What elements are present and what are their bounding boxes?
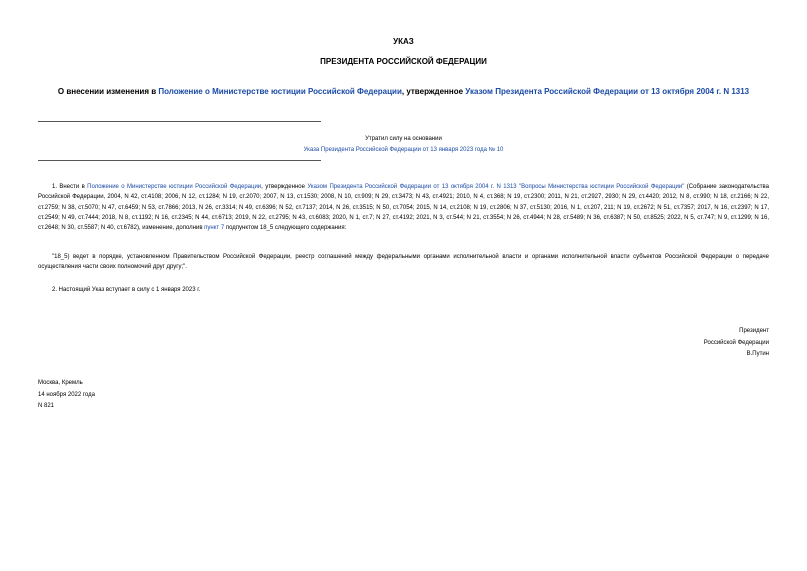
para1-link-item7[interactable]: пункт 7 xyxy=(204,225,225,232)
para1-prefix: 1. Внести в xyxy=(52,184,88,190)
title-prefix: О внесении изменения в xyxy=(57,87,159,96)
signature-country: Российской Федерации xyxy=(703,339,769,346)
para1-suffix: подпунктом 18_5 следующего содержания: xyxy=(224,225,347,232)
issuer-heading: ПРЕЗИДЕНТА РОССИЙСКОЙ ФЕДЕРАЦИИ xyxy=(320,57,487,66)
para1-text: (Собрание законодательства Российской Федерации, 2004, N 42, ст.4108; 2006, N 12, ст.1284; N 19, ст.2070; 2007, N 13, ст.1530; 2008, N 10, ст.909; N 29, ст.3473; N 43, ст.4921; 2010, N 4, ст.368; N 19, ст.2300; 2011, N 21, ст.2927, 2930; N 29, ст.4420; 2012, N 8, ст.990; N 18, ст.2166; N 22, ст.2759; N 38, ст.5070; N 47, ст.6459; N 53, ст.7866; 2013, N 26, ст.3314; N 49, ст.6396; N 52, ст.7137; 2014, N 26, ст.3515; N 50, ст.7054; 2015, N 14, ст.2108; N 19, ст.2806; N 37, ст.5130; 2016, N 1, ст.207, 211; N 19, ст.2672; N 51, ст.7357; 2017, N 16, ст.2397; N 17, ст.2549; N 49, ст.7444; 2018, N 8, ст.1192; N 16, ст.2345; N 44, ст.6713; 2019, N 22, ст.2795; N 43, ст.6083; 2020, N 1, ст.7; N 27, ст.4192; 2021, N 3, ст.544; N 21, ст.3554; N 26, ст.4944; N 28, ст.5489; N 36, ст.6387; N 50, ст.8525; 2022, N 5, ст.747; N 9, ст.1299; N 16, ст.2648; N 30, ст.5587; N 40, ст.6782), изменение, дополнив xyxy=(38,184,769,232)
signature-name: В.Путин xyxy=(746,351,769,357)
lost-force-label: Утратил силу на основании xyxy=(365,136,442,142)
top-divider xyxy=(38,121,321,122)
lost-force-link[interactable]: Указа Президента Российской Федерации от 13 января 2023 года № 10 xyxy=(303,147,504,153)
title-link-president-decree[interactable]: Президента Российской Федерации от 13 октября 2004 г. N 1313 xyxy=(495,87,750,96)
title-link-regulation[interactable]: Положение о Министерстве юстиции Российской Федерации xyxy=(158,87,402,96)
signature-title: Президент xyxy=(739,328,769,334)
document-number: N 821 xyxy=(38,403,55,409)
place-location: Москва, Кремль xyxy=(38,380,83,386)
paragraph-2: "18_5) ведет в порядке, установленном Правительством Российской Федерации, реестр соглашений между федеральными органами исполнительной власти и органами исполнительной власти субъектов Российской Федерации о передаче осуществления части своих полномочий друг другу;". xyxy=(38,254,769,271)
paragraph-1 xyxy=(38,182,769,233)
bottom-divider xyxy=(38,160,321,161)
document-type-heading: УКАЗ xyxy=(393,37,414,46)
signature-block xyxy=(704,326,769,361)
place-date-block xyxy=(38,378,95,413)
para1-middle: , утвержденное xyxy=(261,184,308,190)
lost-force-note xyxy=(0,134,807,156)
para1-link-regulation[interactable]: Положение о Министерстве юстиции Российской Федерации xyxy=(87,184,262,190)
title-middle: , утвержденное xyxy=(401,87,466,96)
para1-link-decree[interactable]: Указом Президента Российской Федерации от 13 октября 2004 г. N 1313 "Вопросы Министерства юстиции Российской Федерации" xyxy=(307,184,685,190)
place-date: 14 ноября 2022 года xyxy=(38,391,95,398)
document-title xyxy=(40,86,767,97)
title-link-decree[interactable]: Указом xyxy=(465,87,493,96)
paragraph-3: 2. Настоящий Указ вступает в силу с 1 января 2023 г. xyxy=(52,287,201,293)
